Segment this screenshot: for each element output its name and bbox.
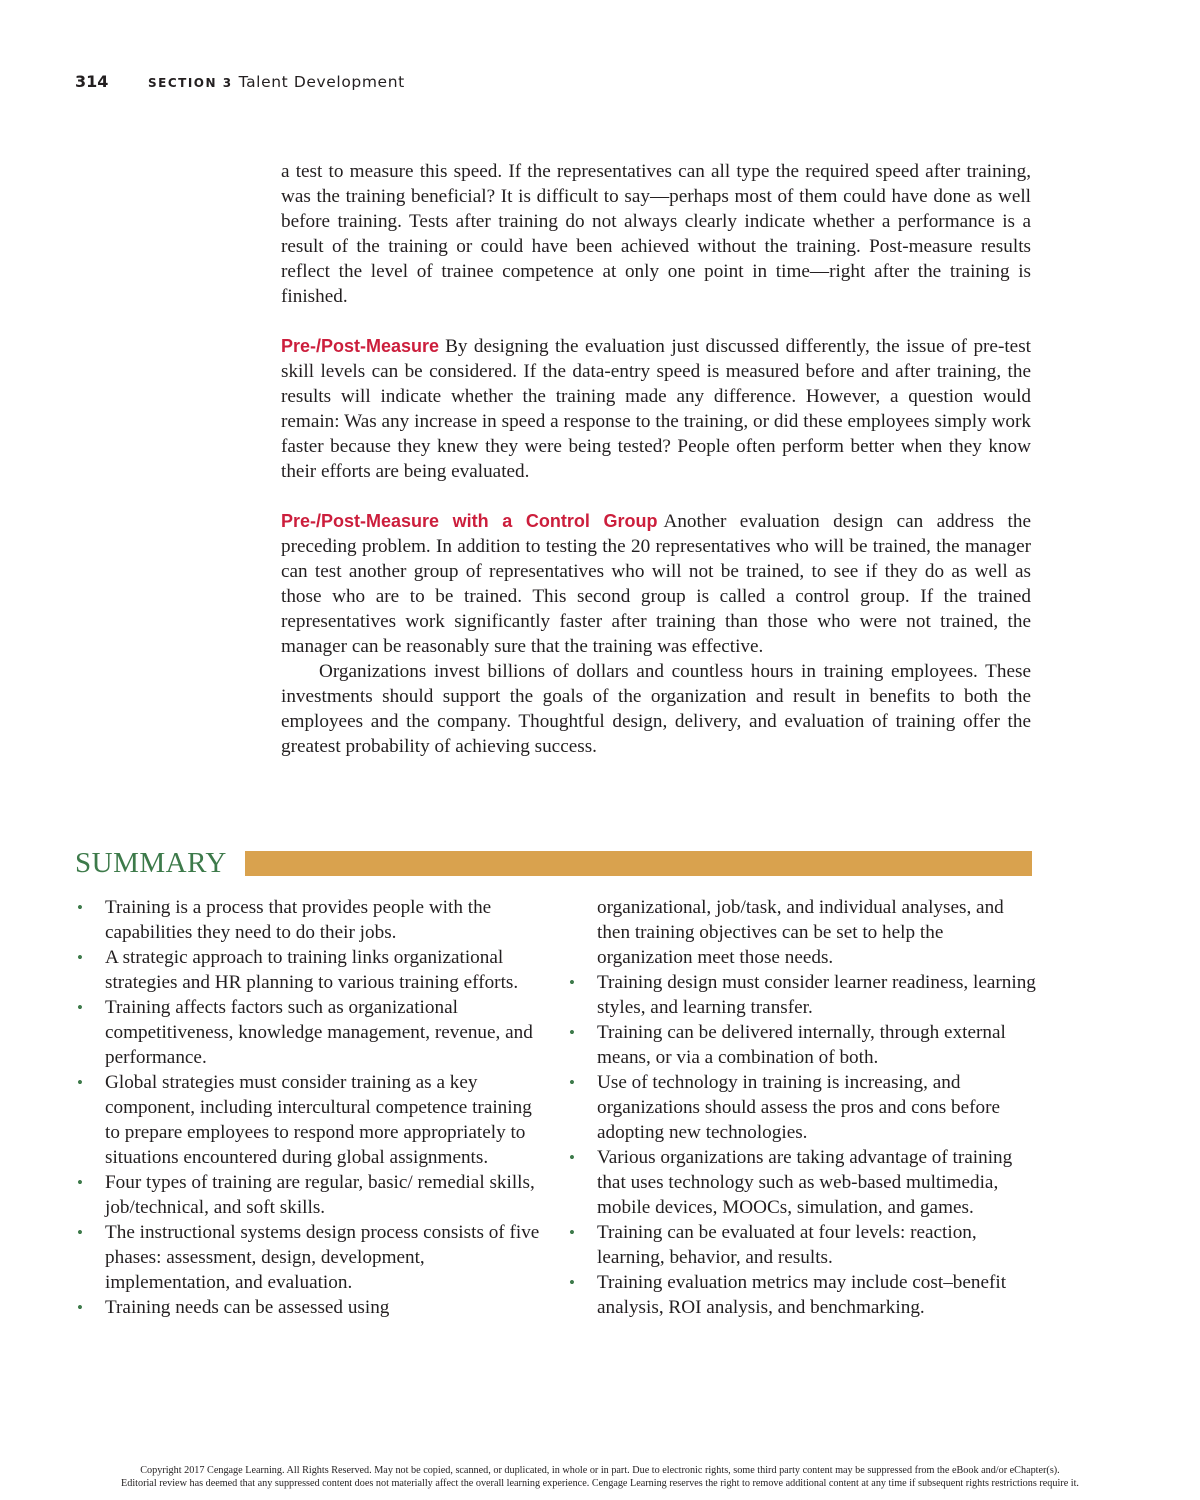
summary-item-text: Global strategies must consider training as a key component, including intercultural competence training to prepare employees to respond more appropriately to situations encountered during global assignments. [105,1072,532,1168]
body-text [281,159,1031,759]
summary-item-text: Training design must consider learner readiness, learning styles, and learning transfer. [597,972,1036,1018]
bullet-icon: • [569,1223,575,1242]
control-group-text: Another evaluation design can address the preceding problem. In addition to testing the 20 representatives who will be trained, the manager can test another group of representatives who will not be trained, to see if they do as well as those who are to be trained. This second group is called a control group. If the trained representatives work significantly faster after training than those who were not trained, the manager can be reasonably sure that the training was effective. [281,511,1031,657]
summary-item-text: Training can be evaluated at four levels: reaction, learning, behavior, and results. [597,1222,977,1268]
summary-item [75,895,545,945]
page-number: 314 [75,72,109,91]
copyright-line-2: Editorial review has deemed that any suppressed content does not materially affect the overall learning experience. Cengage Learning reserves the right to remove additional content at any time if subsequent rights restrictions require it. [121,1478,1079,1489]
copyright-footer [10,1464,1190,1490]
summary-item [567,1270,1037,1320]
page-header [75,72,405,96]
summary-item-text: organizational, job/task, and individual analyses, and then training objectives can be set to help the organization meet those needs. [597,897,1004,968]
pre-post-measure-text: By designing the evaluation just discussed differently, the issue of pre-test skill levels can be considered. If the data-entry speed is measured before and after training, the results will indicate whether the training made any difference. However, a question would remain: Was any increase in speed a response to the training, or did these employees simply work faster because they knew they were being tested? People often perform better when they know their efforts are being evaluated. [281,336,1031,482]
paragraph-control-group [281,509,1031,659]
bullet-icon: • [569,1273,575,1292]
summary-item-text: Training can be delivered internally, through external means, or via a combination of both. [597,1022,1006,1068]
section-number: SECTION 3 [148,76,233,90]
summary-item [75,945,545,995]
paragraph-closing: Organizations invest billions of dollars and countless hours in training employees. These investments should support the goals of the organization and result in benefits to both the employees and the company. Thoughtful design, delivery, and evaluation of training offer the greatest probability of achieving success. [281,661,1031,757]
summary-item [567,1070,1037,1145]
runin-heading-pre-post-measure: Pre-/Post-Measure [281,336,440,356]
summary-item-text: Training affects factors such as organizational competitiveness, knowledge management, revenue, and performance. [105,997,533,1068]
summary-list-left [75,895,545,1320]
paragraph-post-measure-continued: a test to measure this speed. If the representatives can all type the required speed after training, was the training beneficial? It is difficult to say—perhaps most of them could have done as well before training. Tests after training do not always clearly indicate whether a performance is a result of the training or could have been achieved without the training. Post-measure results reflect the level of trainee competence at only one point in time—right after the training is finished. [281,161,1031,307]
summary-heading: SUMMARY [75,847,227,879]
bullet-icon: • [569,1073,575,1092]
section-title: Talent Development [238,73,405,91]
summary-heading-bar [245,851,1032,876]
summary-item-text: The instructional systems design process consists of five phases: assessment, design, development, implementation, and evaluation. [105,1222,540,1293]
summary-item-text: Use of technology in training is increasing, and organizations should assess the pros and cons before adopting new technologies. [597,1072,1001,1143]
summary-item [75,1070,545,1170]
summary-item-text: Various organizations are taking advantage of training that uses technology such as web-based multimedia, mobile devices, MOOCs, simulation, and games. [597,1147,1013,1218]
bullet-icon: • [77,898,83,917]
summary-item [75,1220,545,1295]
bullet-icon: • [77,1223,83,1242]
runin-heading-control-group: Pre-/Post-Measure with a Control Group [281,511,658,531]
bullet-icon: • [569,1148,575,1167]
summary-item [75,1170,545,1220]
summary-item [75,995,545,1070]
summary-item [567,1220,1037,1270]
section-label [148,73,405,91]
bullet-icon: • [77,1073,83,1092]
copyright-line-1: Copyright 2017 Cengage Learning. All Rights Reserved. May not be copied, scanned, or duplicated, in whole or in part. Due to electronic rights, some third party content may be suppressed from the eBook and/or eChapter(s). [140,1465,1060,1476]
summary-item-text: Training is a process that provides people with the capabilities they need to do their jobs. [105,897,492,943]
bullet-icon: • [77,1298,83,1317]
summary-item [75,1295,545,1320]
summary-item [567,1020,1037,1070]
summary-item-continued [567,895,1037,970]
paragraph-pre-post-measure [281,334,1031,484]
bullet-icon: • [77,948,83,967]
summary-item [567,970,1037,1020]
bullet-icon: • [77,998,83,1017]
bullet-icon: • [569,1023,575,1042]
summary-item [567,1145,1037,1220]
summary-item-text: A strategic approach to training links organizational strategies and HR planning to various training efforts. [105,947,519,993]
summary-list-right [567,895,1037,1320]
summary-item-text: Four types of training are regular, basic/ remedial skills, job/technical, and soft skills. [105,1172,535,1218]
summary-item-text: Training evaluation metrics may include cost–benefit analysis, ROI analysis, and benchmarking. [597,1272,1007,1318]
summary-item-text: Training needs can be assessed using [105,1297,390,1318]
bullet-icon: • [77,1173,83,1192]
bullet-icon: • [569,973,575,992]
